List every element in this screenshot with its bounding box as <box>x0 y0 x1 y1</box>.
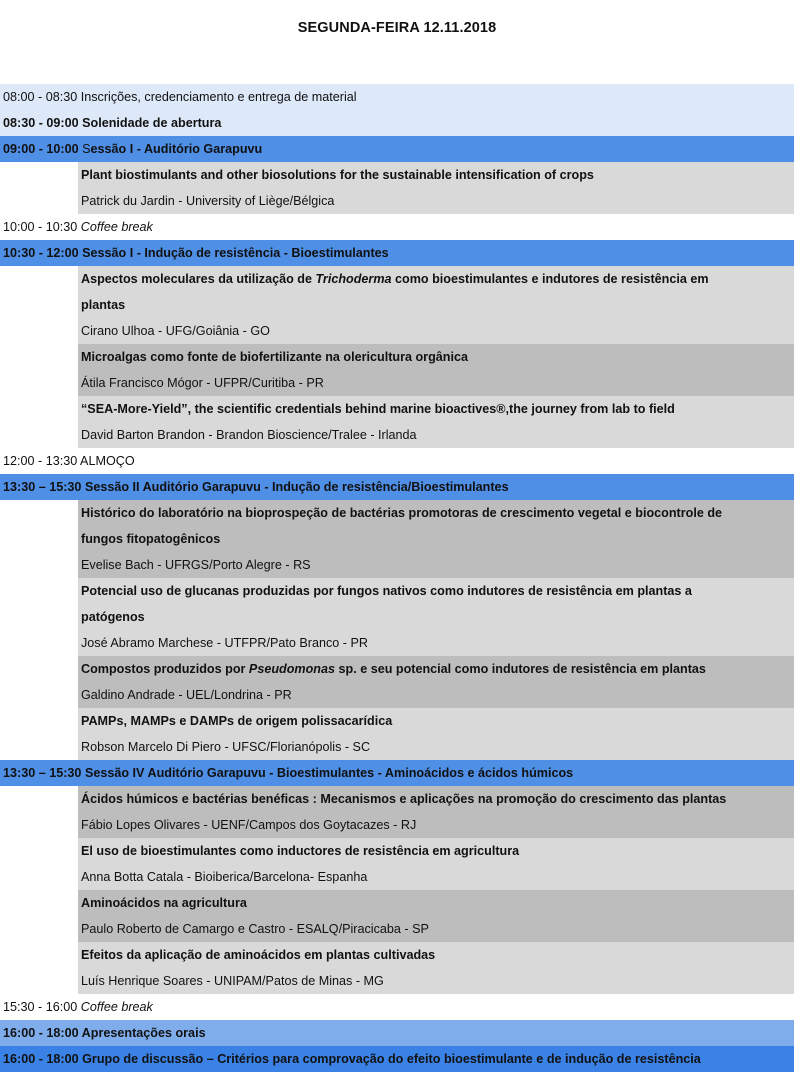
talk-speaker: Fábio Lopes Olivares - UENF/Campos dos Goytacazes - RJ <box>81 818 417 832</box>
talk-speaker: Evelise Bach - UFRGS/Porto Alegre - RS <box>81 558 311 572</box>
time-label: 08:30 - 09:00 <box>3 116 79 130</box>
talk-speaker: Átila Francisco Mógor - UFPR/Curitiba - PR <box>81 376 324 390</box>
talk-block <box>78 266 794 344</box>
talk-title: Potencial uso de glucanas produzidas por fungos nativos como indutores de resistência em plantas a <box>81 584 692 598</box>
event-label: Solenidade de abertura <box>82 116 222 130</box>
time-label: 10:30 - 12:00 <box>3 246 79 260</box>
talk-block <box>78 500 794 578</box>
event-label: Inscrições, credenciamento e entrega de material <box>80 90 357 104</box>
talk-block <box>78 578 794 656</box>
event-label: Coffee break <box>80 220 153 234</box>
time-label: 15:30 - 16:00 <box>3 1000 78 1014</box>
session-row-1 <box>0 136 794 162</box>
talk-speaker: José Abramo Marchese - UTFPR/Pato Branco - PR <box>81 636 368 650</box>
talk-title: PAMPs, MAMPs e DAMPs de origem polissacarídica <box>81 714 393 728</box>
talk-title: Ácidos húmicos e bactérias benéficas : Mecanismos e aplicações na promoção do crescimento das plantas <box>81 792 727 806</box>
talk-speaker: Anna Botta Catala - Bioiberica/Barcelona- Espanha <box>81 870 368 884</box>
session-label: Sessão IV Auditório Garapuvu - Bioestimulantes - Aminoácidos e ácidos húmicos <box>84 766 574 780</box>
time-label: 16:00 - 18:00 <box>3 1026 79 1040</box>
talk-speaker: Patrick du Jardin - University of Liège/Bélgica <box>81 194 335 208</box>
session-label: essão I - Auditório Garapuvu <box>90 142 263 156</box>
time-label: 16:00 - 18:00 <box>3 1052 79 1066</box>
talk-title: “SEA-More-Yield”, the scientific credentials behind marine bioactives®,the journey from lab to field <box>81 402 675 416</box>
session-label: Sessão II Auditório Garapuvu - Indução de resistência/Bioestimulantes <box>84 480 509 494</box>
talk-block <box>78 942 794 994</box>
talk-title: Histórico do laboratório na bioprospeção de bactérias promotoras de crescimento vegetal e biocontrole de <box>81 506 723 520</box>
talk-title: Efeitos da aplicação de aminoácidos em plantas cultivadas <box>81 948 436 962</box>
talk-block <box>78 786 794 838</box>
time-label: 12:00 - 13:30 <box>3 454 78 468</box>
schedule <box>0 84 794 1072</box>
session-label-initial: S <box>82 142 91 156</box>
event-label: ALMOÇO <box>80 454 135 468</box>
talk-block <box>78 890 794 942</box>
talk-block <box>78 344 794 396</box>
talk-speaker: Robson Marcelo Di Piero - UFSC/Florianópolis - SC <box>81 740 371 754</box>
talk-speaker: Luís Henrique Soares - UNIPAM/Patos de Minas - MG <box>81 974 384 988</box>
talk-speaker: Paulo Roberto de Camargo e Castro - ESALQ/Piracicaba - SP <box>81 922 429 936</box>
session-label: Sessão I - Indução de resistência - Bioestimulantes <box>82 246 389 260</box>
talk-title: Aspectos moleculares da utilização de Trichoderma como bioestimulantes e indutores de resistência em <box>81 272 709 286</box>
session-row-3 <box>0 474 794 500</box>
talk-title-line2: patógenos <box>81 610 145 624</box>
event-label: Coffee break <box>80 1000 153 1014</box>
talk-title: El uso de bioestimulantes como inductores de resistência em agricultura <box>81 844 520 858</box>
schedule-row-opening <box>0 110 794 136</box>
time-label: 09:00 - 10:00 <box>3 142 79 156</box>
time-label: 13:30 – 15:30 <box>3 766 82 780</box>
talk-block <box>78 162 794 214</box>
talk-title-line2: fungos fitopatogênicos <box>81 532 221 546</box>
session-row-oral <box>0 1020 794 1046</box>
session-row-discussion <box>0 1046 794 1072</box>
talk-title-line2: plantas <box>81 298 126 312</box>
schedule-row-lunch <box>0 448 794 474</box>
talk-block <box>78 708 794 760</box>
session-label: Grupo de discussão – Critérios para comprovação do efeito bioestimulante e de indução de resistência <box>82 1052 701 1066</box>
talk-block <box>78 396 794 448</box>
session-row-4 <box>0 760 794 786</box>
talk-title: Plant biostimulants and other biosolutions for the sustainable intensification of crops <box>81 168 594 182</box>
session-row-2 <box>0 240 794 266</box>
schedule-row-coffee <box>0 214 794 240</box>
time-label: 08:00 - 08:30 <box>3 90 78 104</box>
session-label: Apresentações orais <box>81 1026 206 1040</box>
schedule-row-registration <box>0 84 794 110</box>
time-label: 10:00 - 10:30 <box>3 220 78 234</box>
talk-title: Microalgas como fonte de biofertilizante na olericultura orgânica <box>81 350 468 364</box>
talk-title: Compostos produzidos por Pseudomonas sp. e seu potencial como indutores de resistência em plantas <box>81 662 706 676</box>
talk-block <box>78 656 794 708</box>
page-title: SEGUNDA-FEIRA 12.11.2018 <box>297 20 497 36</box>
talk-block <box>78 838 794 890</box>
talk-speaker: David Barton Brandon - Brandon Bioscience/Tralee - Irlanda <box>81 428 417 442</box>
schedule-row-coffee-2 <box>0 994 794 1020</box>
time-label: 13:30 – 15:30 <box>3 480 82 494</box>
talk-speaker: Galdino Andrade - UEL/Londrina - PR <box>81 688 292 702</box>
talk-title: Aminoácidos na agricultura <box>81 896 247 910</box>
talk-speaker: Cirano Ulhoa - UFG/Goiânia - GO <box>81 324 270 338</box>
